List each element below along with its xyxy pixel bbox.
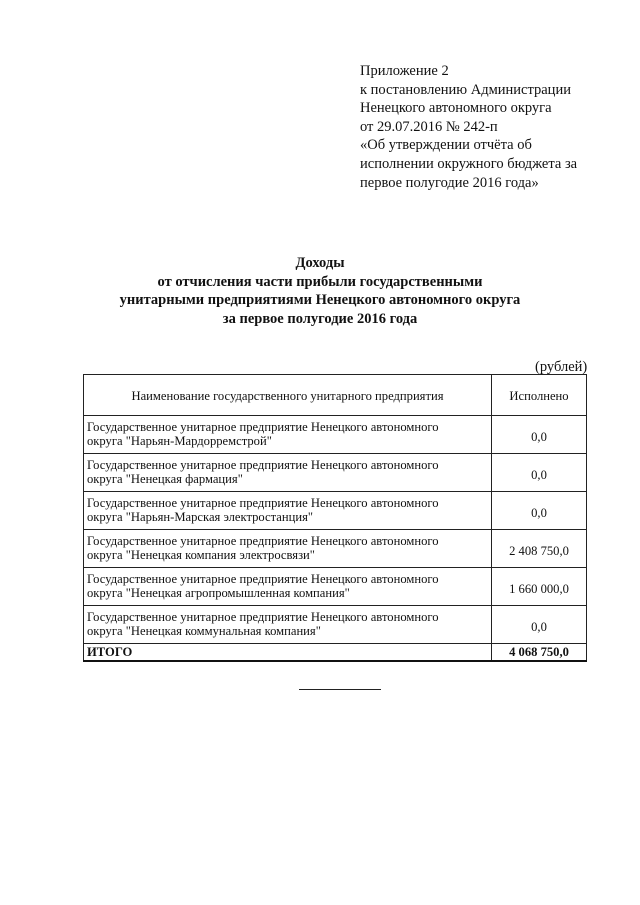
header-executed: Исполнено: [492, 375, 587, 416]
annex-line: от 29.07.2016 № 242-п: [360, 118, 498, 135]
executed-amount: 2 408 750,0: [492, 530, 587, 568]
annex-line: первое полугодие 2016 года»: [360, 174, 539, 191]
enterprise-name-line: округа "Ненецкая фармация": [87, 472, 243, 486]
executed-amount: 0,0: [492, 416, 587, 454]
enterprise-name: [84, 416, 492, 454]
table-row: [84, 492, 587, 530]
title-line: за первое полугодие 2016 года: [222, 310, 418, 327]
total-row: [84, 644, 587, 661]
enterprise-name-line: Государственное унитарное предприятие Ненецкого автономного: [87, 533, 439, 548]
closing-divider: [299, 689, 381, 690]
enterprise-name-line: Государственное унитарное предприятие Ненецкого автономного: [87, 495, 439, 510]
enterprise-name-line: Государственное унитарное предприятие Ненецкого автономного: [87, 571, 439, 586]
revenue-table: [83, 374, 587, 662]
enterprise-name: [84, 454, 492, 492]
table-header-row: [84, 375, 587, 416]
title-line: от отчисления части прибыли государственными: [157, 273, 483, 290]
annex-line: Ненецкого автономного округа: [360, 100, 552, 117]
annex-line: «Об утверждении отчёта об: [360, 137, 532, 154]
enterprise-name: [84, 530, 492, 568]
total-label: ИТОГО: [84, 644, 492, 661]
executed-amount: 0,0: [492, 454, 587, 492]
annex-line: к постановлению Администрации: [360, 81, 571, 98]
table-row: [84, 454, 587, 492]
enterprise-name: [84, 606, 492, 644]
header-enterprise-name: Наименование государственного унитарного предприятия: [84, 375, 492, 416]
annex-block: [360, 62, 577, 192]
executed-amount: 0,0: [492, 606, 587, 644]
enterprise-name-line: округа "Нарьян-Марская электростанция": [87, 510, 314, 524]
units-label: (рублей): [535, 359, 588, 375]
enterprise-name-line: округа "Ненецкая агропромышленная компания": [87, 586, 350, 600]
enterprise-name: [84, 492, 492, 530]
title-line: унитарными предприятиями Ненецкого автономного округа: [119, 292, 521, 309]
annex-line: Приложение 2: [360, 63, 449, 79]
enterprise-name-line: Государственное унитарное предприятие Ненецкого автономного: [87, 457, 439, 472]
enterprise-name-line: Государственное унитарное предприятие Ненецкого автономного: [87, 419, 439, 434]
enterprise-name-line: округа "Ненецкая коммунальная компания": [87, 624, 321, 638]
title-line: Доходы: [295, 255, 345, 271]
annex-line: исполнении окружного бюджета за: [360, 155, 578, 172]
table-row: [84, 568, 587, 606]
table-row: [84, 530, 587, 568]
executed-amount: 1 660 000,0: [492, 568, 587, 606]
enterprise-name-line: Государственное унитарное предприятие Ненецкого автономного: [87, 609, 439, 624]
total-amount: 4 068 750,0: [492, 644, 587, 661]
enterprise-name: [84, 568, 492, 606]
document-title: [0, 254, 640, 328]
executed-amount: 0,0: [492, 492, 587, 530]
enterprise-name-line: округа "Ненецкая компания электросвязи": [87, 548, 315, 562]
table-row: [84, 416, 587, 454]
table-row: [84, 606, 587, 644]
enterprise-name-line: округа "Нарьян-Мардорремстрой": [87, 434, 272, 448]
